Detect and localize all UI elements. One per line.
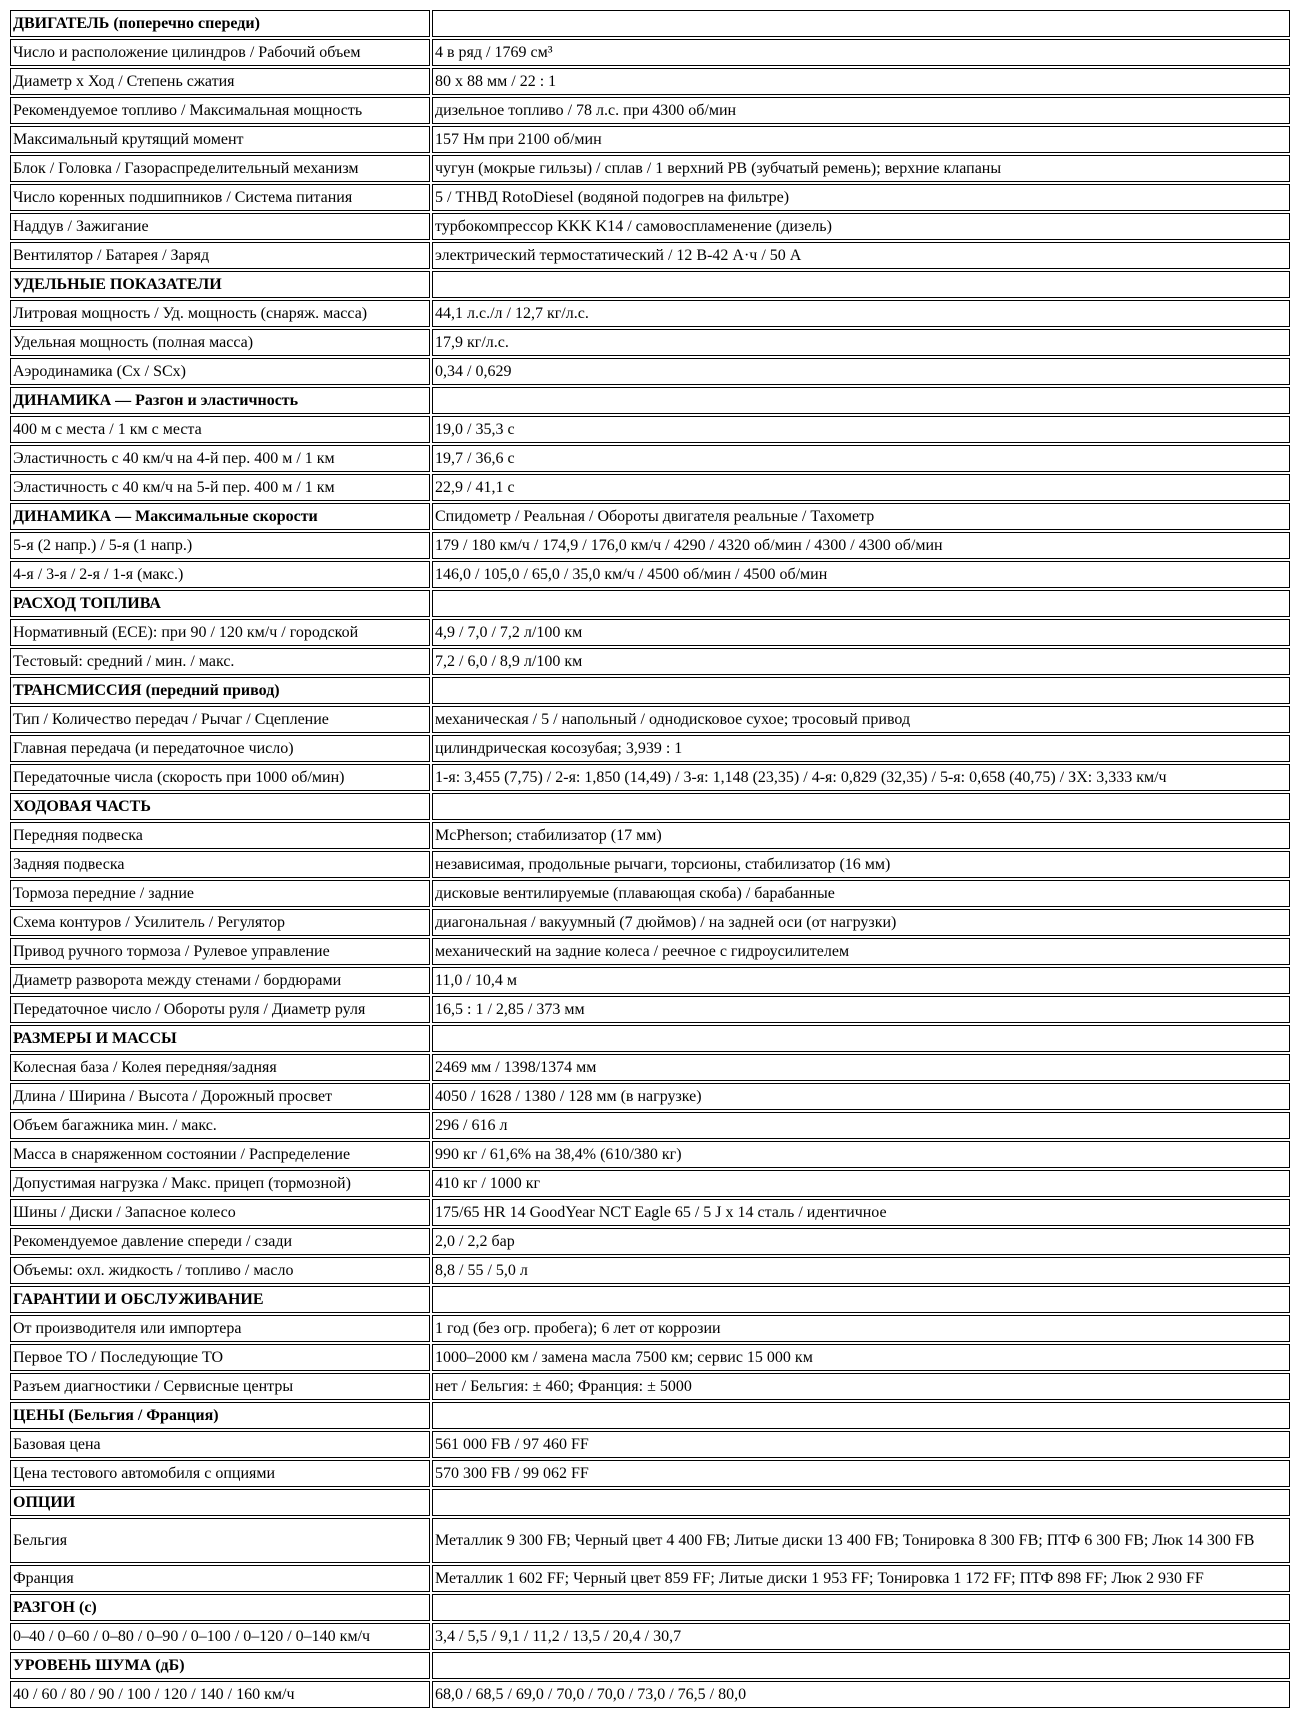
spec-value: McPherson; стабилизатор (17 мм) <box>432 822 1290 849</box>
section-header-row <box>10 503 1290 530</box>
spec-label: 0–40 / 0–60 / 0–80 / 0–90 / 0–100 / 0–120 / 0–140 км/ч <box>10 1623 430 1650</box>
spec-label: Передняя подвеска <box>10 822 430 849</box>
spec-row <box>10 474 1290 501</box>
spec-label: Схема контуров / Усилитель / Регулятор <box>10 909 430 936</box>
section-value <box>432 271 1290 298</box>
spec-value: дисковые вентилируемые (плавающая скоба) / барабанные <box>432 880 1290 907</box>
spec-row <box>10 764 1290 791</box>
spec-table-body <box>10 10 1290 1708</box>
spec-row <box>10 532 1290 559</box>
spec-label: Тип / Количество передач / Рычаг / Сцепление <box>10 706 430 733</box>
spec-value: 8,8 / 55 / 5,0 л <box>432 1257 1290 1284</box>
spec-value: 16,5 : 1 / 2,85 / 373 мм <box>432 996 1290 1023</box>
spec-label: Удельная мощность (полная масса) <box>10 329 430 356</box>
spec-value: механический на задние колеса / реечное с гидроусилителем <box>432 938 1290 965</box>
spec-value: 11,0 / 10,4 м <box>432 967 1290 994</box>
spec-label: Диаметр разворота между стенами / бордюрами <box>10 967 430 994</box>
section-header-row <box>10 1652 1290 1679</box>
spec-value: независимая, продольные рычаги, торсионы, стабилизатор (16 мм) <box>432 851 1290 878</box>
spec-row <box>10 1460 1290 1487</box>
spec-value: Металлик 9 300 FB; Черный цвет 4 400 FB; Литые диски 13 400 FB; Тонировка 8 300 FB; ПТФ 6 300 FB; Люк 14 300 FB <box>432 1518 1290 1563</box>
spec-label: Разъем диагностики / Сервисные центры <box>10 1373 430 1400</box>
section-value <box>432 793 1290 820</box>
spec-value: 19,7 / 36,6 с <box>432 445 1290 472</box>
spec-label: Число и расположение цилиндров / Рабочий объем <box>10 39 430 66</box>
spec-value: 44,1 л.с./л / 12,7 кг/л.с. <box>432 300 1290 327</box>
spec-label: Передаточное число / Обороты руля / Диаметр руля <box>10 996 430 1023</box>
spec-label: Диаметр х Ход / Степень сжатия <box>10 68 430 95</box>
spec-row <box>10 880 1290 907</box>
spec-value: 4050 / 1628 / 1380 / 128 мм (в нагрузке) <box>432 1083 1290 1110</box>
spec-label: Эластичность с 40 км/ч на 5-й пер. 400 м / 1 км <box>10 474 430 501</box>
spec-value: цилиндрическая косозубая; 3,939 : 1 <box>432 735 1290 762</box>
spec-row <box>10 1431 1290 1458</box>
spec-value: 1-я: 3,455 (7,75) / 2-я: 1,850 (14,49) / 3-я: 1,148 (23,35) / 4-я: 0,829 (32,35) / 5-я: 0,658 (40,75) / ЗХ: 3,333 км/ч <box>432 764 1290 791</box>
section-header-row <box>10 1402 1290 1429</box>
spec-row <box>10 416 1290 443</box>
spec-row <box>10 358 1290 385</box>
spec-label: Цена тестового автомобиля с опциями <box>10 1460 430 1487</box>
spec-row <box>10 1141 1290 1168</box>
spec-value: 179 / 180 км/ч / 174,9 / 176,0 км/ч / 4290 / 4320 об/мин / 4300 / 4300 об/мин <box>432 532 1290 559</box>
spec-label: Наддув / Зажигание <box>10 213 430 240</box>
section-title: ГАРАНТИИ И ОБСЛУЖИВАНИЕ <box>10 1286 430 1313</box>
spec-value: 990 кг / 61,6% на 38,4% (610/380 кг) <box>432 1141 1290 1168</box>
spec-value: 4,9 / 7,0 / 7,2 л/100 км <box>432 619 1290 646</box>
section-title: РАЗМЕРЫ И МАССЫ <box>10 1025 430 1052</box>
spec-label: Нормативный (ЕСЕ): при 90 / 120 км/ч / городской <box>10 619 430 646</box>
spec-label: 40 / 60 / 80 / 90 / 100 / 120 / 140 / 160 км/ч <box>10 1681 430 1708</box>
spec-value: электрический термостатический / 12 В-42 А·ч / 50 А <box>432 242 1290 269</box>
section-value <box>432 1286 1290 1313</box>
spec-label: Главная передача (и передаточное число) <box>10 735 430 762</box>
spec-row <box>10 213 1290 240</box>
spec-row <box>10 648 1290 675</box>
spec-value: механическая / 5 / напольный / однодисковое сухое; тросовый привод <box>432 706 1290 733</box>
spec-value: 7,2 / 6,0 / 8,9 л/100 км <box>432 648 1290 675</box>
section-value <box>432 590 1290 617</box>
spec-row <box>10 126 1290 153</box>
spec-row <box>10 822 1290 849</box>
spec-row <box>10 996 1290 1023</box>
spec-value: 1 год (без огр. пробега); 6 лет от коррозии <box>432 1315 1290 1342</box>
spec-row <box>10 329 1290 356</box>
section-title: ХОДОВАЯ ЧАСТЬ <box>10 793 430 820</box>
spec-value: 22,9 / 41,1 с <box>432 474 1290 501</box>
spec-value: 296 / 616 л <box>432 1112 1290 1139</box>
spec-label: Длина / Ширина / Высота / Дорожный просвет <box>10 1083 430 1110</box>
spec-row <box>10 1257 1290 1284</box>
section-header-row <box>10 387 1290 414</box>
spec-label: Вентилятор / Батарея / Заряд <box>10 242 430 269</box>
spec-label: Рекомендуемое топливо / Максимальная мощность <box>10 97 430 124</box>
spec-label: Аэродинамика (Сх / SCх) <box>10 358 430 385</box>
spec-label: Первое ТО / Последующие ТО <box>10 1344 430 1371</box>
spec-row <box>10 300 1290 327</box>
section-value <box>432 1652 1290 1679</box>
spec-value: 175/65 HR 14 GoodYear NCT Eagle 65 / 5 J x 14 сталь / идентичное <box>432 1199 1290 1226</box>
section-header-row <box>10 1594 1290 1621</box>
spec-value: 17,9 кг/л.с. <box>432 329 1290 356</box>
spec-row <box>10 1681 1290 1708</box>
section-title: РАСХОД ТОПЛИВА <box>10 590 430 617</box>
section-title: ДВИГАТЕЛЬ (поперечно спереди) <box>10 10 430 37</box>
spec-label: Тестовый: средний / мин. / макс. <box>10 648 430 675</box>
spec-value: 2469 мм / 1398/1374 мм <box>432 1054 1290 1081</box>
section-header-row <box>10 793 1290 820</box>
spec-value: 19,0 / 35,3 с <box>432 416 1290 443</box>
section-value <box>432 387 1290 414</box>
spec-value: 0,34 / 0,629 <box>432 358 1290 385</box>
spec-value: 410 кг / 1000 кг <box>432 1170 1290 1197</box>
spec-row <box>10 1623 1290 1650</box>
spec-label: Франция <box>10 1565 430 1592</box>
spec-value: 68,0 / 68,5 / 69,0 / 70,0 / 70,0 / 73,0 / 76,5 / 80,0 <box>432 1681 1290 1708</box>
section-header-row <box>10 590 1290 617</box>
spec-label: Объем багажника мин. / макс. <box>10 1112 430 1139</box>
spec-label: Тормоза передние / задние <box>10 880 430 907</box>
section-value <box>432 1025 1290 1052</box>
spec-row <box>10 155 1290 182</box>
section-value <box>432 10 1290 37</box>
spec-label: Число коренных подшипников / Система питания <box>10 184 430 211</box>
spec-value: нет / Бельгия: ± 460; Франция: ± 5000 <box>432 1373 1290 1400</box>
spec-label: Колесная база / Колея передняя/задняя <box>10 1054 430 1081</box>
spec-value: диагональная / вакуумный (7 дюймов) / на задней оси (от нагрузки) <box>432 909 1290 936</box>
section-header-row <box>10 1025 1290 1052</box>
spec-row <box>10 1344 1290 1371</box>
spec-row <box>10 967 1290 994</box>
spec-value: 157 Нм при 2100 об/мин <box>432 126 1290 153</box>
spec-row <box>10 619 1290 646</box>
spec-value: 570 300 FB / 99 062 FF <box>432 1460 1290 1487</box>
section-header-row <box>10 1286 1290 1313</box>
section-header-row <box>10 10 1290 37</box>
section-title: УРОВЕНЬ ШУМА (дБ) <box>10 1652 430 1679</box>
spec-row <box>10 242 1290 269</box>
spec-label: Передаточные числа (скорость при 1000 об/мин) <box>10 764 430 791</box>
spec-value: 80 х 88 мм / 22 : 1 <box>432 68 1290 95</box>
spec-row <box>10 184 1290 211</box>
spec-row <box>10 1083 1290 1110</box>
spec-label: Масса в снаряженном состоянии / Распределение <box>10 1141 430 1168</box>
spec-value: 561 000 FB / 97 460 FF <box>432 1431 1290 1458</box>
spec-value: 1000–2000 км / замена масла 7500 км; сервис 15 000 км <box>432 1344 1290 1371</box>
section-value <box>432 1489 1290 1516</box>
spec-label: Шины / Диски / Запасное колесо <box>10 1199 430 1226</box>
spec-value: 2,0 / 2,2 бар <box>432 1228 1290 1255</box>
spec-label: Литровая мощность / Уд. мощность (снаряж. масса) <box>10 300 430 327</box>
spec-row <box>10 1373 1290 1400</box>
spec-row <box>10 1228 1290 1255</box>
spec-label: Блок / Головка / Газораспределительный механизм <box>10 155 430 182</box>
section-title: ОПЦИИ <box>10 1489 430 1516</box>
spec-value: 5 / ТНВД RotoDiesel (водяной подогрев на фильтре) <box>432 184 1290 211</box>
spec-value: турбокомпрессор KKK K14 / самовоспламенение (дизель) <box>432 213 1290 240</box>
spec-value: 3,4 / 5,5 / 9,1 / 11,2 / 13,5 / 20,4 / 30,7 <box>432 1623 1290 1650</box>
spec-label: Эластичность с 40 км/ч на 4-й пер. 400 м / 1 км <box>10 445 430 472</box>
spec-label: 4-я / 3-я / 2-я / 1-я (макс.) <box>10 561 430 588</box>
spec-row <box>10 1315 1290 1342</box>
spec-label: Задняя подвеска <box>10 851 430 878</box>
spec-label: От производителя или импортера <box>10 1315 430 1342</box>
section-header-row <box>10 271 1290 298</box>
section-value: Спидометр / Реальная / Обороты двигателя реальные / Тахометр <box>432 503 1290 530</box>
spec-row <box>10 1518 1290 1563</box>
spec-value: 146,0 / 105,0 / 65,0 / 35,0 км/ч / 4500 об/мин / 4500 об/мин <box>432 561 1290 588</box>
spec-row <box>10 851 1290 878</box>
spec-row <box>10 68 1290 95</box>
spec-label: 5-я (2 напр.) / 5-я (1 напр.) <box>10 532 430 559</box>
section-value <box>432 677 1290 704</box>
section-title: ЦЕНЫ (Бельгия / Франция) <box>10 1402 430 1429</box>
spec-label: Базовая цена <box>10 1431 430 1458</box>
spec-label: Допустимая нагрузка / Макс. прицеп (тормозной) <box>10 1170 430 1197</box>
spec-row <box>10 1565 1290 1592</box>
spec-row <box>10 445 1290 472</box>
spec-row <box>10 1199 1290 1226</box>
spec-value: Металлик 1 602 FF; Черный цвет 859 FF; Литые диски 1 953 FF; Тонировка 1 172 FF; ПТФ 898 FF; Люк 2 930 FF <box>432 1565 1290 1592</box>
spec-value: дизельное топливо / 78 л.с. при 4300 об/мин <box>432 97 1290 124</box>
section-header-row <box>10 677 1290 704</box>
spec-row <box>10 97 1290 124</box>
spec-row <box>10 1112 1290 1139</box>
spec-value: чугун (мокрые гильзы) / сплав / 1 верхний РВ (зубчатый ремень); верхние клапаны <box>432 155 1290 182</box>
spec-row <box>10 735 1290 762</box>
spec-row <box>10 561 1290 588</box>
section-value <box>432 1594 1290 1621</box>
spec-row <box>10 706 1290 733</box>
spec-value: 4 в ряд / 1769 см³ <box>432 39 1290 66</box>
spec-label: 400 м с места / 1 км с места <box>10 416 430 443</box>
spec-label: Бельгия <box>10 1518 430 1563</box>
spec-row <box>10 39 1290 66</box>
section-title: РАЗГОН (с) <box>10 1594 430 1621</box>
section-title: ТРАНСМИССИЯ (передний привод) <box>10 677 430 704</box>
spec-sheet <box>8 8 1290 1710</box>
spec-label: Привод ручного тормоза / Рулевое управление <box>10 938 430 965</box>
section-title: ДИНАМИКА — Разгон и эластичность <box>10 387 430 414</box>
section-value <box>432 1402 1290 1429</box>
spec-row <box>10 909 1290 936</box>
section-title: ДИНАМИКА — Максимальные скорости <box>10 503 430 530</box>
spec-label: Объемы: охл. жидкость / топливо / масло <box>10 1257 430 1284</box>
spec-label: Максимальный крутящий момент <box>10 126 430 153</box>
spec-row <box>10 1054 1290 1081</box>
section-title: УДЕЛЬНЫЕ ПОКАЗАТЕЛИ <box>10 271 430 298</box>
spec-row <box>10 938 1290 965</box>
spec-table <box>8 8 1292 1710</box>
spec-row <box>10 1170 1290 1197</box>
spec-label: Рекомендуемое давление спереди / сзади <box>10 1228 430 1255</box>
section-header-row <box>10 1489 1290 1516</box>
